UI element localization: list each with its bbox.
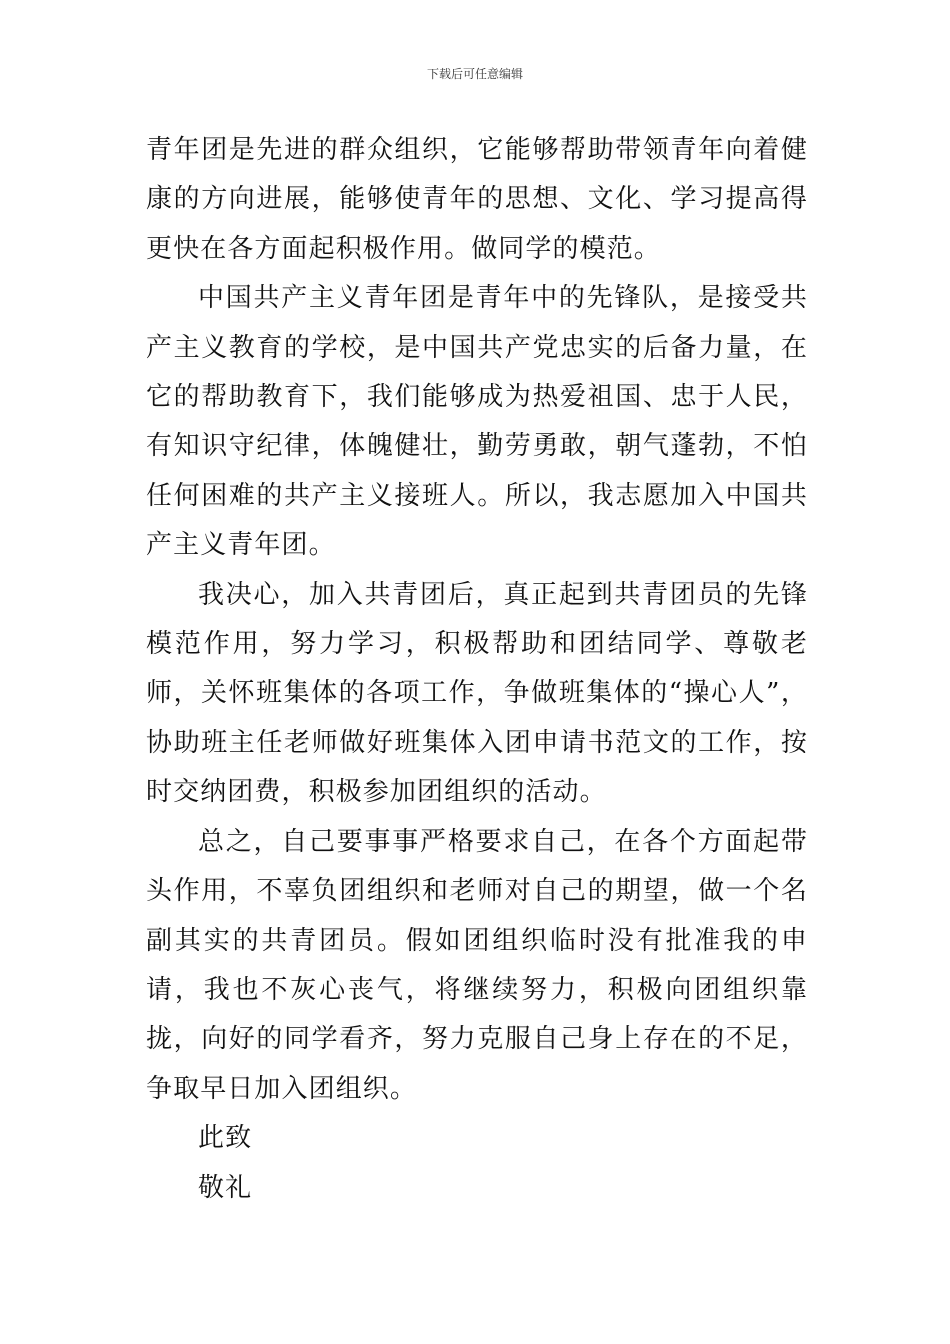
closing-salutation: 此致 <box>198 1123 253 1154</box>
closing-regards: 敬礼 <box>198 1172 253 1203</box>
document-body <box>146 126 808 1213</box>
paragraph-summary: 总之，自己要事事严格要求自己，在各个方面起带头作用，不辜负团组织和老师对自己的期望，做一个名副其实的共青团员。假如团组织临时没有批准我的申请，我也不灰心丧气，将继续努力，积极向团组织靠拢，向好的同学看齐，努力克服自己身上存在的不足，争取早日加入团组织。 <box>146 826 808 1104</box>
paragraph-resolution: 我决心，加入共青团后，真正起到共青团员的先锋模范作用，努力学习，积极帮助和团结同学、尊敬老师，关怀班集体的各项工作，争做班集体的“操心人”，协助班主任老师做好班集体入团申请书范文的工作，按时交纳团费，积极参加团组织的活动。 <box>146 579 808 808</box>
page-header: 下载后可任意编辑 <box>426 67 523 81</box>
paragraph-continuation: 青年团是先进的群众组织，它能够帮助带领青年向着健康的方向进展，能够使青年的思想、文化、学习提高得更快在各方面起积极作用。做同学的模范。 <box>146 135 808 264</box>
paragraph-youth-league-description: 中国共产主义青年团是青年中的先锋队，是接受共产主义教育的学校，是中国共产党忠实的后备力量，在它的帮助教育下，我们能够成为热爱祖国、忠于人民，有知识守纪律，体魄健壮，勤劳勇敢，朝气蓬勃，不怕任何困难的共产主义接班人。所以，我志愿加入中国共产主义青年团。 <box>146 283 808 561</box>
